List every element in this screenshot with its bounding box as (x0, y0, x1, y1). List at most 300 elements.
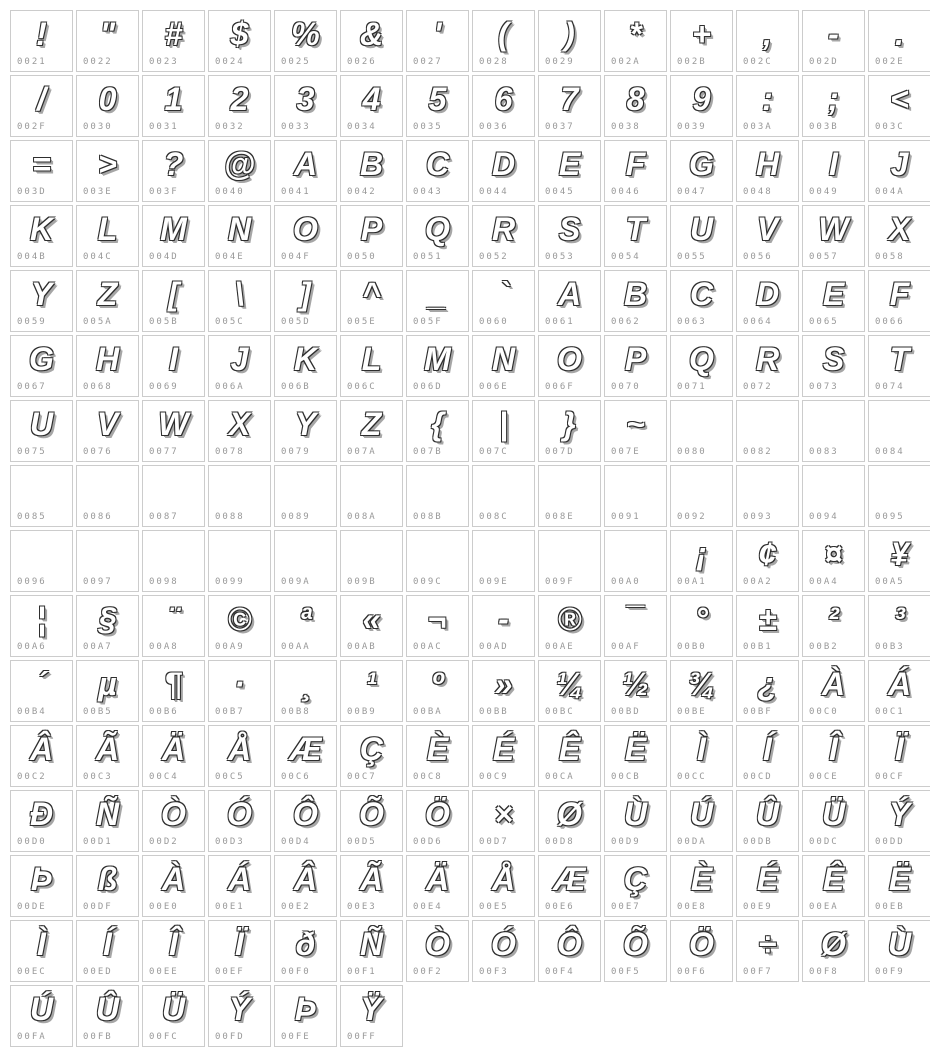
charmap-cell[interactable] (802, 140, 865, 202)
codepoint-label: 00D6 (413, 837, 443, 847)
charmap-cell[interactable] (802, 530, 865, 592)
charmap-cell[interactable] (538, 400, 601, 462)
charmap-cell[interactable] (340, 595, 403, 657)
charmap-cell[interactable] (340, 205, 403, 267)
charmap-cell[interactable] (868, 75, 930, 137)
charmap-cell[interactable] (868, 660, 930, 722)
charmap-cell[interactable] (670, 595, 733, 657)
codepoint-label: 0025 (281, 57, 311, 67)
charmap-cell[interactable] (340, 790, 403, 852)
codepoint-label: 0066 (875, 317, 905, 327)
codepoint-label: 00D7 (479, 837, 509, 847)
charmap-cell[interactable] (472, 335, 535, 397)
charmap-cell[interactable] (10, 790, 73, 852)
charmap-cell[interactable] (142, 985, 205, 1047)
charmap-cell[interactable] (472, 400, 535, 462)
charmap-cell[interactable] (868, 595, 930, 657)
glyph: Ã (359, 861, 384, 897)
glyph: K (29, 211, 54, 247)
codepoint-label: 00CD (743, 772, 773, 782)
charmap-cell[interactable] (472, 660, 535, 722)
charmap-cell[interactable] (10, 10, 73, 72)
charmap-cell[interactable] (208, 205, 271, 267)
glyph: ½ (622, 666, 649, 702)
charmap-cell[interactable] (736, 920, 799, 982)
charmap-cell[interactable] (538, 140, 601, 202)
charmap-cell[interactable] (736, 10, 799, 72)
charmap-cell[interactable] (208, 660, 271, 722)
codepoint-label: 00F4 (545, 967, 575, 977)
charmap-cell[interactable] (670, 205, 733, 267)
glyph: _ (428, 276, 447, 312)
charmap-cell[interactable] (142, 205, 205, 267)
charmap-cell[interactable] (472, 205, 535, 267)
charmap-cell[interactable] (802, 270, 865, 332)
charmap-cell[interactable] (10, 205, 73, 267)
charmap-cell[interactable] (736, 270, 799, 332)
glyph: Ò (425, 926, 450, 962)
charmap-cell[interactable] (274, 400, 337, 462)
codepoint-label: 00E8 (677, 902, 707, 912)
codepoint-label: 0061 (545, 317, 575, 327)
charmap-cell[interactable] (472, 855, 535, 917)
codepoint-label: 0055 (677, 252, 707, 262)
charmap-cell[interactable] (406, 10, 469, 72)
charmap-cell[interactable] (868, 140, 930, 202)
charmap-cell[interactable] (670, 465, 733, 527)
charmap-cell[interactable] (208, 10, 271, 72)
glyph: ^ (362, 276, 381, 312)
glyph: Á (887, 666, 912, 702)
codepoint-label: 0093 (743, 512, 773, 522)
charmap-cell[interactable] (802, 205, 865, 267)
charmap-cell[interactable] (340, 920, 403, 982)
charmap-cell[interactable] (274, 75, 337, 137)
glyph: Ç (623, 861, 648, 897)
charmap-cell[interactable] (868, 270, 930, 332)
charmap-cell[interactable] (670, 855, 733, 917)
charmap-cell[interactable] (10, 985, 73, 1047)
charmap-cell[interactable] (736, 465, 799, 527)
charmap-cell[interactable] (142, 465, 205, 527)
glyph: 2 (230, 81, 249, 117)
charmap-cell[interactable] (868, 790, 930, 852)
charmap-cell[interactable] (142, 530, 205, 592)
charmap-cell[interactable] (604, 10, 667, 72)
charmap-cell[interactable] (76, 75, 139, 137)
codepoint-label: 0074 (875, 382, 905, 392)
charmap-cell[interactable] (142, 790, 205, 852)
codepoint-label: 0067 (17, 382, 47, 392)
charmap-cell[interactable] (274, 595, 337, 657)
charmap-cell[interactable] (208, 985, 271, 1047)
charmap-cell[interactable] (76, 595, 139, 657)
charmap-cell[interactable] (340, 10, 403, 72)
charmap-cell[interactable] (736, 335, 799, 397)
charmap-cell[interactable] (472, 725, 535, 787)
glyph (869, 466, 930, 512)
charmap-cell[interactable] (670, 920, 733, 982)
codepoint-label: 0086 (83, 512, 113, 522)
charmap-cell[interactable] (868, 400, 930, 462)
charmap-cell[interactable] (604, 335, 667, 397)
glyph: S (558, 211, 581, 247)
glyph: M (160, 211, 187, 247)
charmap-cell[interactable] (340, 855, 403, 917)
charmap-cell[interactable] (670, 400, 733, 462)
charmap-cell[interactable] (604, 790, 667, 852)
charmap-cell[interactable] (670, 270, 733, 332)
charmap-cell[interactable] (10, 335, 73, 397)
charmap-cell[interactable] (142, 660, 205, 722)
codepoint-label: 00D8 (545, 837, 575, 847)
codepoint-label: 004F (281, 252, 311, 262)
charmap-cell[interactable] (868, 855, 930, 917)
charmap-cell[interactable] (802, 660, 865, 722)
charmap-cell[interactable] (538, 595, 601, 657)
charmap-cell[interactable] (736, 205, 799, 267)
charmap-cell[interactable] (76, 10, 139, 72)
charmap-cell[interactable] (538, 205, 601, 267)
charmap-cell[interactable] (76, 270, 139, 332)
charmap-cell[interactable] (472, 920, 535, 982)
codepoint-label: 00B6 (149, 707, 179, 717)
glyph: Ú (29, 991, 54, 1027)
charmap-cell[interactable] (604, 920, 667, 982)
charmap-cell[interactable] (604, 530, 667, 592)
glyph: Ê (558, 731, 581, 767)
charmap-cell[interactable] (472, 75, 535, 137)
charmap-cell[interactable] (406, 790, 469, 852)
charmap-cell[interactable] (142, 855, 205, 917)
charmap-cell[interactable] (274, 725, 337, 787)
charmap-cell[interactable] (208, 855, 271, 917)
codepoint-label: 00B1 (743, 642, 773, 652)
codepoint-label: 0080 (677, 447, 707, 457)
codepoint-label: 0021 (17, 57, 47, 67)
charmap-cell[interactable] (76, 725, 139, 787)
codepoint-label: 005A (83, 317, 113, 327)
charmap-cell[interactable] (538, 270, 601, 332)
codepoint-label: 0054 (611, 252, 641, 262)
glyph: F (889, 276, 910, 312)
charmap-cell[interactable] (736, 790, 799, 852)
glyph: Ò (161, 796, 186, 832)
charmap-cell[interactable] (142, 335, 205, 397)
glyph (143, 531, 204, 577)
glyph (473, 531, 534, 577)
glyph: Å (491, 861, 516, 897)
codepoint-label: 00EB (875, 902, 905, 912)
glyph: Q (425, 211, 450, 247)
charmap-cell[interactable] (76, 335, 139, 397)
charmap-cell[interactable] (604, 595, 667, 657)
charmap-cell[interactable] (736, 75, 799, 137)
charmap-cell[interactable] (10, 920, 73, 982)
charmap-cell[interactable] (208, 140, 271, 202)
charmap-cell[interactable] (802, 75, 865, 137)
charmap-cell[interactable] (802, 10, 865, 72)
charmap-cell[interactable] (472, 790, 535, 852)
charmap-cell[interactable] (274, 270, 337, 332)
charmap-cell[interactable] (76, 140, 139, 202)
charmap-cell[interactable] (406, 595, 469, 657)
glyph: Â (293, 861, 318, 897)
glyph: ( (498, 16, 509, 52)
charmap-cell[interactable] (802, 725, 865, 787)
charmap-cell[interactable] (208, 920, 271, 982)
codepoint-label: 0092 (677, 512, 707, 522)
charmap-cell[interactable] (406, 140, 469, 202)
charmap-cell[interactable] (802, 920, 865, 982)
charmap-cell[interactable] (340, 270, 403, 332)
charmap-cell[interactable] (274, 140, 337, 202)
charmap-cell[interactable] (76, 985, 139, 1047)
charmap-cell[interactable] (208, 335, 271, 397)
codepoint-label: 0071 (677, 382, 707, 392)
charmap-cell[interactable] (208, 725, 271, 787)
charmap-cell[interactable] (10, 855, 73, 917)
charmap-cell[interactable] (10, 595, 73, 657)
charmap-cell[interactable] (538, 75, 601, 137)
charmap-cell[interactable] (736, 660, 799, 722)
charmap-cell[interactable] (472, 530, 535, 592)
glyph: Ñ (359, 926, 384, 962)
glyph: µ (98, 666, 117, 702)
charmap-cell[interactable] (142, 140, 205, 202)
charmap-cell[interactable] (274, 920, 337, 982)
codepoint-label: 00AC (413, 642, 443, 652)
charmap-cell[interactable] (76, 400, 139, 462)
charmap-cell[interactable] (142, 75, 205, 137)
charmap-cell[interactable] (868, 10, 930, 72)
codepoint-label: 005B (149, 317, 179, 327)
charmap-cell[interactable] (868, 920, 930, 982)
glyph: · (234, 666, 245, 702)
charmap-cell[interactable] (406, 335, 469, 397)
charmap-cell[interactable] (868, 335, 930, 397)
codepoint-label: 00D4 (281, 837, 311, 847)
charmap-cell[interactable] (208, 595, 271, 657)
charmap-cell[interactable] (340, 140, 403, 202)
charmap-cell[interactable] (406, 725, 469, 787)
charmap-cell[interactable] (274, 985, 337, 1047)
glyph: X (888, 211, 911, 247)
glyph: - (498, 601, 509, 637)
charmap-cell[interactable] (76, 660, 139, 722)
charmap-cell[interactable] (670, 140, 733, 202)
glyph: Â (29, 731, 54, 767)
codepoint-label: 00EE (149, 967, 179, 977)
charmap-cell[interactable] (340, 725, 403, 787)
charmap-cell[interactable] (868, 725, 930, 787)
charmap-cell[interactable] (274, 335, 337, 397)
charmap-cell[interactable] (340, 335, 403, 397)
charmap-cell[interactable] (868, 530, 930, 592)
charmap-cell[interactable] (604, 75, 667, 137)
charmap-cell[interactable] (406, 530, 469, 592)
charmap-cell[interactable] (604, 400, 667, 462)
charmap-cell[interactable] (538, 790, 601, 852)
glyph: ¹ (366, 666, 377, 702)
codepoint-label: 00FB (83, 1032, 113, 1042)
charmap-cell[interactable] (142, 10, 205, 72)
charmap-cell[interactable] (472, 140, 535, 202)
charmap-cell[interactable] (670, 725, 733, 787)
charmap-cell[interactable] (736, 595, 799, 657)
charmap-cell[interactable] (670, 10, 733, 72)
charmap-cell[interactable] (472, 10, 535, 72)
charmap-cell[interactable] (10, 400, 73, 462)
charmap-cell[interactable] (538, 855, 601, 917)
glyph: É (492, 731, 515, 767)
glyph: Ý (228, 991, 251, 1027)
glyph: & (359, 16, 384, 52)
charmap-cell[interactable] (274, 465, 337, 527)
codepoint-label: 0050 (347, 252, 377, 262)
charmap-cell[interactable] (406, 660, 469, 722)
codepoint-label: 0091 (611, 512, 641, 522)
charmap-cell[interactable] (670, 530, 733, 592)
charmap-cell[interactable] (274, 205, 337, 267)
charmap-cell[interactable] (604, 205, 667, 267)
charmap-cell[interactable] (142, 920, 205, 982)
charmap-cell[interactable] (406, 855, 469, 917)
charmap-cell[interactable] (274, 855, 337, 917)
charmap-cell[interactable] (340, 75, 403, 137)
charmap-cell[interactable] (604, 465, 667, 527)
charmap-cell[interactable] (670, 335, 733, 397)
charmap-cell[interactable] (10, 465, 73, 527)
charmap-cell[interactable] (802, 855, 865, 917)
charmap-cell[interactable] (604, 140, 667, 202)
glyph: 8 (626, 81, 645, 117)
codepoint-label: 00E2 (281, 902, 311, 912)
codepoint-label: 00B7 (215, 707, 245, 717)
charmap-cell[interactable] (208, 75, 271, 137)
charmap-cell[interactable] (142, 270, 205, 332)
charmap-cell[interactable] (340, 530, 403, 592)
charmap-cell[interactable] (406, 270, 469, 332)
charmap-cell[interactable] (538, 10, 601, 72)
glyph: G (29, 341, 54, 377)
charmap-cell[interactable] (802, 400, 865, 462)
charmap-cell[interactable] (802, 335, 865, 397)
charmap-cell[interactable] (76, 530, 139, 592)
charmap-cell[interactable] (538, 530, 601, 592)
charmap-cell[interactable] (406, 75, 469, 137)
glyph: ¼ (556, 666, 583, 702)
charmap-cell[interactable] (802, 790, 865, 852)
charmap-cell[interactable] (10, 660, 73, 722)
charmap-cell[interactable] (142, 400, 205, 462)
charmap-cell[interactable] (538, 465, 601, 527)
charmap-cell[interactable] (406, 400, 469, 462)
charmap-cell[interactable] (274, 790, 337, 852)
charmap-cell[interactable] (76, 855, 139, 917)
glyph: J (230, 341, 249, 377)
charmap-cell[interactable] (208, 270, 271, 332)
charmap-cell[interactable] (472, 595, 535, 657)
charmap-cell[interactable] (868, 465, 930, 527)
charmap-cell[interactable] (538, 335, 601, 397)
codepoint-label: 00DB (743, 837, 773, 847)
charmap-cell[interactable] (76, 465, 139, 527)
codepoint-label: 00DD (875, 837, 905, 847)
charmap-cell[interactable] (142, 595, 205, 657)
glyph: ® (557, 601, 582, 637)
charmap-cell[interactable] (604, 725, 667, 787)
charmap-cell[interactable] (472, 465, 535, 527)
glyph: Ù (887, 926, 912, 962)
charmap-cell[interactable] (10, 75, 73, 137)
charmap-cell[interactable] (340, 400, 403, 462)
charmap-cell[interactable] (340, 660, 403, 722)
charmap-cell[interactable] (670, 660, 733, 722)
charmap-cell[interactable] (670, 75, 733, 137)
charmap-cell[interactable] (736, 400, 799, 462)
charmap-cell[interactable] (340, 465, 403, 527)
charmap-cell[interactable] (604, 270, 667, 332)
charmap-cell[interactable] (406, 205, 469, 267)
charmap-cell[interactable] (76, 920, 139, 982)
codepoint-label: 003A (743, 122, 773, 132)
codepoint-label: 005C (215, 317, 245, 327)
charmap-cell[interactable] (10, 270, 73, 332)
charmap-cell[interactable] (208, 400, 271, 462)
charmap-cell[interactable] (538, 725, 601, 787)
charmap-cell[interactable] (472, 270, 535, 332)
charmap-cell[interactable] (208, 790, 271, 852)
charmap-cell[interactable] (274, 530, 337, 592)
glyph: I (169, 341, 178, 377)
codepoint-label: 00E9 (743, 902, 773, 912)
glyph: « (362, 601, 381, 637)
charmap-cell[interactable] (538, 660, 601, 722)
charmap-cell[interactable] (76, 790, 139, 852)
charmap-cell[interactable] (10, 725, 73, 787)
charmap-cell[interactable] (208, 465, 271, 527)
charmap-cell[interactable] (802, 465, 865, 527)
glyph: À (821, 666, 846, 702)
charmap-cell[interactable] (10, 530, 73, 592)
charmap-cell[interactable] (208, 530, 271, 592)
charmap-cell[interactable] (274, 660, 337, 722)
codepoint-label: 00AF (611, 642, 641, 652)
charmap-cell[interactable] (604, 660, 667, 722)
charmap-cell[interactable] (10, 140, 73, 202)
charmap-cell[interactable] (274, 10, 337, 72)
charmap-cell[interactable] (670, 790, 733, 852)
charmap-cell[interactable] (736, 725, 799, 787)
codepoint-label: 003D (17, 187, 47, 197)
charmap-cell[interactable] (76, 205, 139, 267)
charmap-cell[interactable] (868, 205, 930, 267)
charmap-cell[interactable] (736, 855, 799, 917)
codepoint-label: 00E0 (149, 902, 179, 912)
charmap-cell[interactable] (142, 725, 205, 787)
codepoint-label: 0094 (809, 512, 839, 522)
charmap-cell[interactable] (340, 985, 403, 1047)
charmap-cell[interactable] (406, 920, 469, 982)
charmap-cell[interactable] (802, 595, 865, 657)
codepoint-label: 007D (545, 447, 575, 457)
charmap-cell[interactable] (604, 855, 667, 917)
charmap-cell[interactable] (736, 140, 799, 202)
charmap-cell[interactable] (538, 920, 601, 982)
charmap-cell[interactable] (736, 530, 799, 592)
charmap-cell[interactable] (406, 465, 469, 527)
